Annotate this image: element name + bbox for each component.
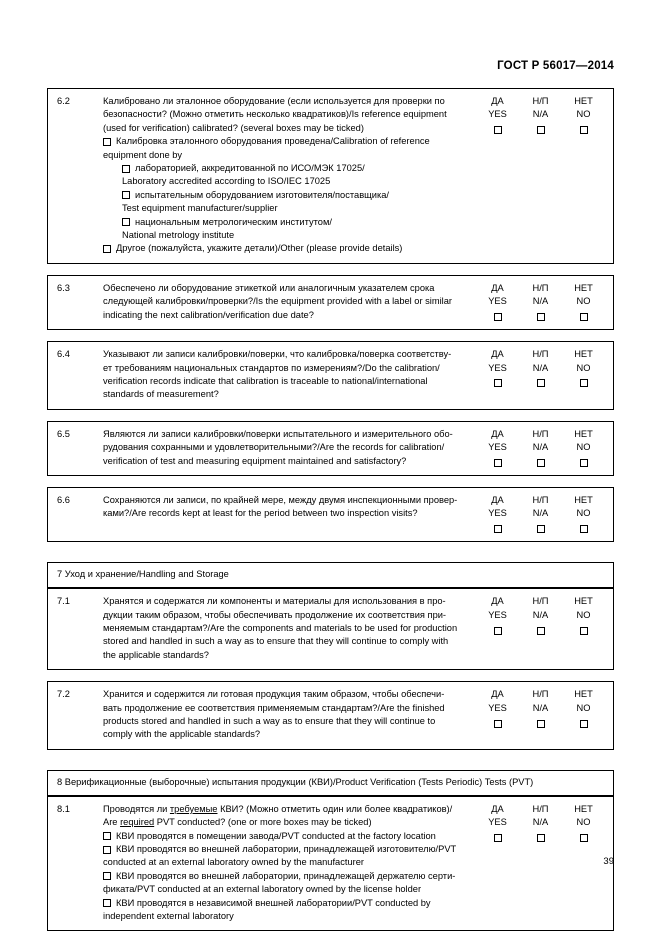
option-label: КВИ проводятся во внешней лаборатории, принадлежащей держателю серти- (116, 870, 456, 881)
checklist-item-6-3 (47, 275, 614, 330)
question-line: indicating the next calibration/verification due date? (103, 309, 314, 320)
checkbox-icon[interactable] (103, 245, 111, 253)
answer-na-label-ru: Н/П (532, 689, 549, 700)
answer-na-label-ru: Н/П (532, 282, 549, 293)
question-line: Хранятся и содержатся ли компоненты и материалы для использования в про- (103, 596, 446, 607)
question-line: меняемым стандартам?/Are the components and materials to be used for production (103, 622, 458, 633)
answer-na-label-en: N/A (532, 609, 549, 620)
question-line: comply with the applicable standards? (103, 729, 261, 740)
option-label: лабораторией, аккредитованной по ИСО/МЭК 17025/ (135, 163, 365, 174)
checklist-item-7-1 (47, 588, 614, 670)
answer-yes-label-en: YES (488, 296, 507, 307)
answer-no-label-ru: НЕТ (574, 596, 593, 607)
answer-no[interactable] (562, 89, 614, 264)
answer-yes[interactable] (476, 342, 519, 410)
checkbox-icon[interactable] (537, 313, 545, 321)
item-number: 6.4 (57, 349, 70, 360)
checkbox-icon[interactable] (580, 379, 588, 387)
answer-yes-label-ru: ДА (491, 96, 504, 106)
answer-no-label-en: NO (576, 817, 591, 828)
checkbox-icon[interactable] (494, 834, 502, 842)
option-label: КВИ проводятся в независимой внешней лаборатории/PVT conducted by (116, 897, 431, 908)
answer-no-label-en: NO (576, 296, 591, 307)
answer-na[interactable] (519, 421, 562, 475)
answer-na-label-ru: Н/П (532, 349, 549, 360)
checkbox-icon[interactable] (580, 720, 588, 728)
answer-no[interactable] (562, 589, 614, 670)
question-line: verification records indicate that calibration is traceable to national/international (103, 375, 428, 386)
question-emphasis: требуемые (169, 803, 218, 814)
option-continuation: conducted at an external laboratory owned by the manufacturer (103, 857, 364, 868)
item-question (103, 89, 476, 264)
checkbox-icon[interactable] (494, 313, 502, 321)
question-line: verification of test and measuring equipment maintained and satisfactory? (103, 455, 407, 466)
section-header-7 (47, 562, 614, 588)
checklist-item-8-1 (47, 796, 614, 932)
answer-yes[interactable] (476, 682, 519, 750)
page-number: 39 (603, 856, 614, 867)
question-line: products stored and handled in such a way as to ensure that they will continue to (103, 716, 436, 726)
option-continuation: National metrology institute (122, 230, 235, 241)
answer-yes[interactable] (476, 487, 519, 541)
answer-no-label-ru: НЕТ (574, 494, 593, 505)
item-question (103, 275, 476, 329)
question-line: the applicable standards? (103, 649, 209, 660)
answer-yes[interactable] (476, 796, 519, 931)
question-line: ками?/Are records kept at least for the period between two inspection visits? (103, 508, 418, 519)
option-accredited-laboratory[interactable] (122, 162, 472, 175)
answer-na[interactable] (519, 89, 562, 264)
question-line: Хранится и содержится ли готовая продукция таким образом, чтобы обеспечи- (103, 689, 445, 700)
question-line: дукции таким образом, чтобы обеспечивать продолжение их соответствия при- (103, 609, 447, 620)
option-other-details[interactable] (103, 242, 472, 255)
item-number: 6.5 (57, 428, 70, 439)
answer-yes-label-ru: ДА (491, 596, 504, 607)
block-gap (47, 330, 614, 341)
answer-na-label-ru: Н/П (532, 596, 549, 607)
answer-yes-label-ru: ДА (491, 428, 504, 439)
option-label: национальным метрологическим институтом/ (135, 216, 332, 227)
block-gap (47, 264, 614, 275)
answer-na-label-en: N/A (532, 109, 549, 120)
checklist-item-6-4 (47, 341, 614, 410)
question-text-part: КВИ? (Можно отметить один или более квадратиков)/ (217, 803, 453, 814)
answer-yes-label-en: YES (488, 109, 507, 120)
block-gap (47, 410, 614, 421)
checklist-item-6-2 (47, 88, 614, 264)
checkbox-icon[interactable] (580, 834, 588, 842)
checklist-item-6-6 (47, 487, 614, 542)
answer-no[interactable] (562, 682, 614, 750)
answer-yes[interactable] (476, 89, 519, 264)
checkbox-icon[interactable] (537, 834, 545, 842)
checkbox-icon[interactable] (537, 525, 545, 533)
option-pvt-external-lab-manufacturer[interactable] (103, 843, 472, 856)
checkbox-icon[interactable] (580, 459, 588, 467)
checkbox-icon[interactable] (494, 627, 502, 635)
option-continuation: Laboratory accredited according to ISO/IEC 17025 (122, 176, 331, 187)
answer-yes-label-en: YES (488, 817, 507, 828)
answer-no-label-en: NO (576, 508, 591, 519)
section-header-8 (47, 770, 614, 796)
question-line: рудования сохранными и удовлетворительными?/Are the records for calibration/ (103, 442, 445, 453)
answer-na-label-en: N/A (532, 362, 549, 373)
option-label: Другое (пожалуйста, укажите детали)/Other (please provide details) (116, 243, 403, 254)
answer-na-label-ru: Н/П (532, 494, 549, 505)
section-gap (47, 542, 614, 562)
answer-yes[interactable] (476, 275, 519, 329)
item-number: 6.6 (57, 494, 70, 505)
checkbox-icon[interactable] (122, 165, 130, 173)
question-line: Являются ли записи калибровки/поверки испытательного и измерительного обо- (103, 428, 453, 439)
answer-no-label-en: NO (576, 109, 591, 120)
answer-na-label-ru: Н/П (532, 803, 549, 814)
checkbox-icon[interactable] (580, 627, 588, 635)
question-line (103, 816, 472, 829)
answer-no-label-ru: НЕТ (574, 349, 593, 360)
section-title-text: 7 Уход и хранение/Handling and Storage (57, 569, 229, 580)
option-continuation: Test equipment manufacturer/supplier (122, 203, 278, 214)
answer-no[interactable] (562, 421, 614, 475)
answer-no-label-ru: НЕТ (574, 689, 593, 700)
item-question (103, 421, 476, 475)
option-manufacturer-test-equipment[interactable] (122, 189, 472, 202)
answer-na[interactable] (519, 275, 562, 329)
answer-na[interactable] (519, 589, 562, 670)
option-continuation: independent external laboratory (103, 911, 234, 922)
question-line: stored and handled in such a way as to ensure that they will continue to comply with (103, 636, 449, 647)
item-number: 8.1 (57, 803, 70, 814)
item-question (103, 682, 476, 750)
question-text-part: PVT conducted? (one or more boxes may be ticked) (154, 817, 372, 828)
question-line: Сохраняются ли записи, по крайней мере, между двумя инспекционными провер- (103, 494, 458, 505)
answer-no-label-en: NO (576, 609, 591, 620)
question-line: standards of measurement? (103, 389, 219, 400)
question-line: безопасности? (Можно отметить несколько квадратиков)/Is reference equipment (103, 109, 447, 120)
answer-na[interactable] (519, 682, 562, 750)
option-label: КВИ проводятся во внешней лаборатории, принадлежащей изготовителю/PVT (116, 844, 457, 855)
checklist-item-7-2 (47, 681, 614, 750)
checkbox-icon[interactable] (494, 459, 502, 467)
answer-na[interactable] (519, 487, 562, 541)
question-emphasis: required (120, 817, 155, 828)
item-number: 7.1 (57, 596, 70, 607)
answer-yes[interactable] (476, 589, 519, 670)
checkbox-icon[interactable] (494, 126, 502, 134)
question-text-part: Are (103, 817, 121, 828)
item-question (103, 589, 476, 670)
option-label: КВИ проводятся в помещении завода/PVT conducted at the factory location (116, 830, 436, 841)
checkbox-icon[interactable] (580, 525, 588, 533)
checkbox-icon[interactable] (103, 899, 111, 907)
option-continuation: equipment done by (103, 149, 183, 160)
answer-no[interactable] (562, 487, 614, 541)
answer-na[interactable] (519, 342, 562, 410)
answer-no-label-ru: НЕТ (574, 282, 593, 293)
checkbox-icon[interactable] (537, 126, 545, 134)
checkbox-icon[interactable] (103, 872, 111, 880)
checkbox-icon[interactable] (537, 459, 545, 467)
answer-no-label-en: NO (576, 442, 591, 453)
checkbox-icon[interactable] (103, 846, 111, 854)
checkbox-icon[interactable] (580, 313, 588, 321)
answer-yes-label-ru: ДА (491, 803, 504, 814)
answer-yes-label-ru: ДА (491, 282, 504, 293)
question-text-part: Проводятся ли (103, 803, 170, 814)
checkbox-icon[interactable] (103, 138, 111, 146)
checkbox-icon[interactable] (103, 832, 111, 840)
question-line: следующей калибровки/проверки?/Is the equipment provided with a label or similar (103, 296, 453, 307)
answer-no-label-en: NO (576, 702, 591, 713)
item-question (103, 342, 476, 410)
question-line: вать продолжение ее соответствия применяемым стандартам?/Are the finished (103, 702, 445, 713)
answer-no[interactable] (562, 275, 614, 329)
answer-yes-label-en: YES (488, 609, 507, 620)
question-line: ет требованиям национальных стандартов по измерениям?/Do the calibration/ (103, 362, 440, 373)
answer-na-label-ru: Н/П (532, 96, 549, 106)
checklist-content (47, 88, 614, 931)
answer-na-label-en: N/A (532, 817, 549, 828)
option-pvt-at-factory[interactable] (103, 830, 472, 843)
answer-yes-label-ru: ДА (491, 349, 504, 360)
answer-yes-label-en: YES (488, 508, 507, 519)
answer-yes-label-en: YES (488, 702, 507, 713)
answer-yes-label-ru: ДА (491, 494, 504, 505)
page-header-standard-number: ГОСТ Р 56017—2014 (497, 60, 614, 72)
item-question (103, 487, 476, 541)
answer-no[interactable] (562, 342, 614, 410)
checkbox-icon[interactable] (122, 191, 130, 199)
answer-no-label-en: NO (576, 362, 591, 373)
checkbox-icon[interactable] (580, 126, 588, 134)
item-number: 7.2 (57, 689, 70, 700)
question-line (103, 803, 472, 816)
section-gap (47, 750, 614, 770)
checklist-item-6-5 (47, 421, 614, 476)
checkbox-icon[interactable] (537, 627, 545, 635)
answer-no-label-ru: НЕТ (574, 96, 593, 106)
answer-na-label-ru: Н/П (532, 428, 549, 439)
checkbox-icon[interactable] (494, 525, 502, 533)
option-national-metrology-institute[interactable] (122, 216, 472, 229)
block-gap (47, 670, 614, 681)
checkbox-icon[interactable] (494, 379, 502, 387)
answer-na[interactable] (519, 796, 562, 931)
checkbox-icon[interactable] (537, 379, 545, 387)
answer-no-label-ru: НЕТ (574, 803, 593, 814)
answer-na-label-en: N/A (532, 442, 549, 453)
option-pvt-external-lab-license-holder[interactable] (103, 870, 472, 883)
answer-yes-label-ru: ДА (491, 689, 504, 700)
answer-yes-label-en: YES (488, 362, 507, 373)
item-number: 6.3 (57, 282, 70, 293)
question-line: (used for verification) calibrated? (several boxes may be ticked) (103, 122, 364, 133)
option-label: испытательным оборудованием изготовителя/поставщика/ (135, 189, 390, 200)
answer-na-label-en: N/A (532, 508, 549, 519)
question-line: Указывают ли записи калибровки/поверки, что калибровка/поверка соответству- (103, 349, 452, 360)
section-title-text: 8 Верификационные (выборочные) испытания продукции (КВИ)/Product Verification (Tests Periodic) Tests (PVT) (57, 776, 534, 787)
block-gap (47, 476, 614, 487)
question-line: Калибровано ли эталонное оборудование (если используется для проверки по (103, 96, 445, 106)
option-calibration-done-by[interactable] (103, 135, 472, 148)
answer-yes[interactable] (476, 421, 519, 475)
option-pvt-independent-lab[interactable] (103, 897, 472, 910)
checkbox-icon[interactable] (122, 218, 130, 226)
answer-na-label-en: N/A (532, 702, 549, 713)
answer-yes-label-en: YES (488, 442, 507, 453)
item-question (103, 796, 476, 931)
checkbox-icon[interactable] (537, 720, 545, 728)
option-continuation: фиката/PVT conducted at an external laboratory owned by the license holder (103, 884, 422, 895)
answer-no-label-ru: НЕТ (574, 428, 593, 439)
option-label: Калибровка эталонного оборудования проведена/Calibration of reference (116, 136, 430, 147)
answer-na-label-en: N/A (532, 296, 549, 307)
question-line: Обеспечено ли оборудование этикеткой или аналогичным указателем срока (103, 282, 435, 293)
item-number: 6.2 (57, 96, 70, 106)
checkbox-icon[interactable] (494, 720, 502, 728)
